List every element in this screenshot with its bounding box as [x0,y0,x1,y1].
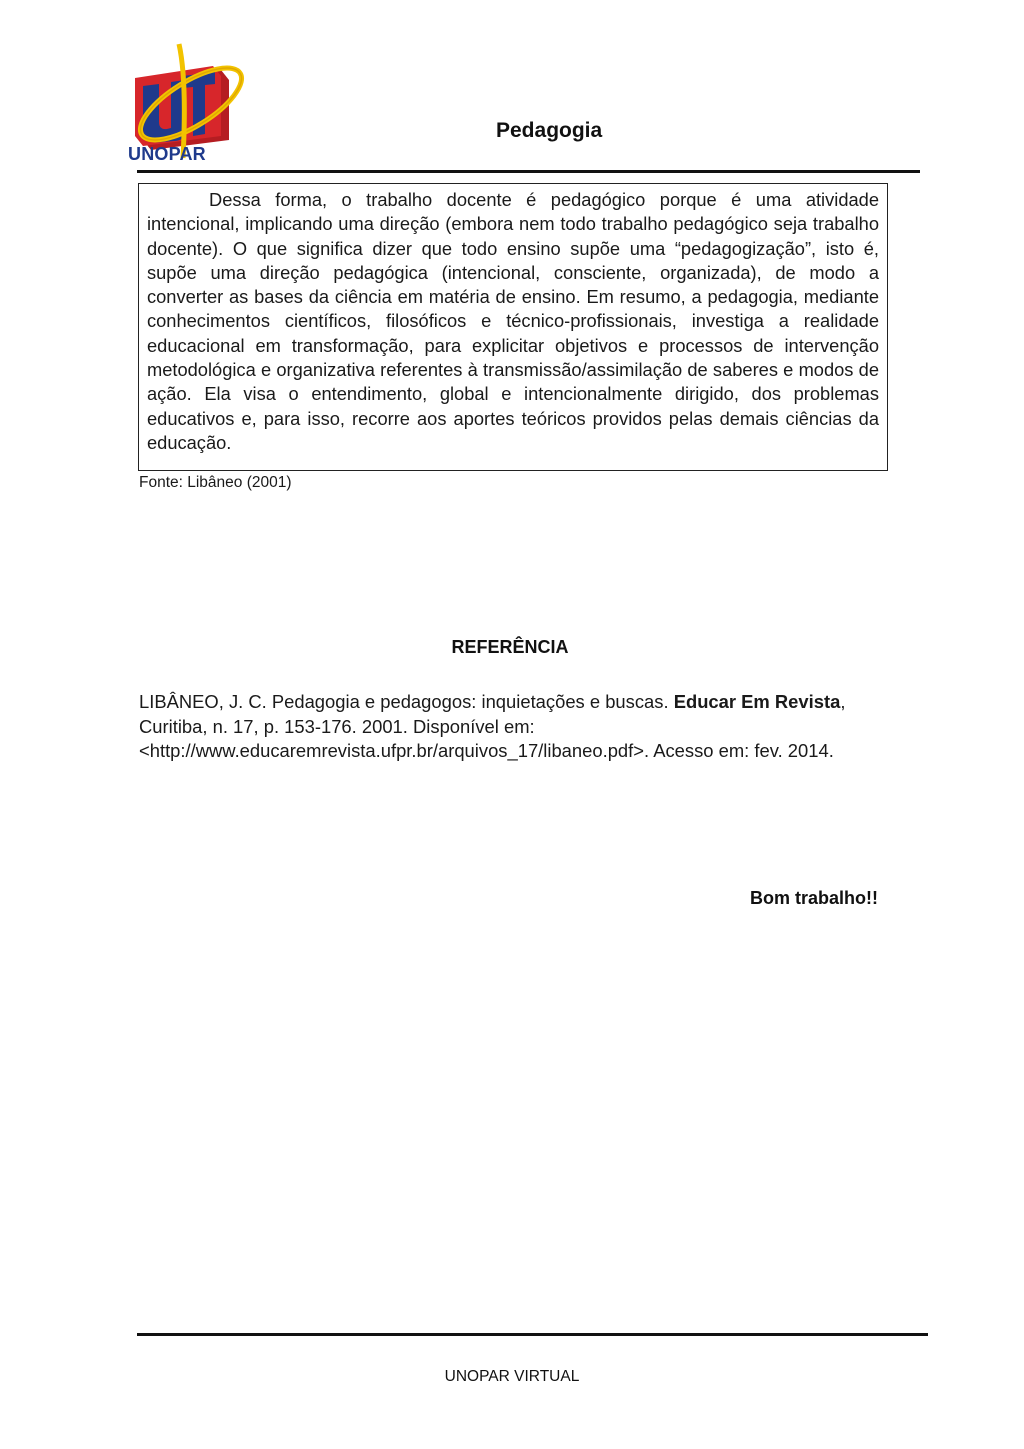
reference-heading-label: REFERÊNCIA [451,637,569,657]
header-divider [137,170,920,173]
quote-source: Fonte: Libâneo (2001) [139,474,292,491]
reference-entry [139,690,884,764]
footer-label: UNOPAR VIRTUAL [444,1368,580,1385]
footer-divider [137,1333,928,1336]
reference-journal: Educar Em Revista [673,691,841,712]
page-title: Pedagogia [496,119,603,142]
quote-box [138,183,888,471]
reference-authors-title: LIBÂNEO, J. C. Pedagogia e pedagogos: inquietações e buscas. [139,691,674,712]
quote-text: Dessa forma, o trabalho docente é pedagógico porque é uma atividade intencional, implicando uma direção (embora nem todo trabalho pedagógico seja trabalho docente). O que significa dizer que todo ensino supõe uma “pedagogização”, isto é, supõe uma direção pedagógica (intencional, consciente, organizada), de modo a converter as bases da ciência em matéria de ensino. Em resumo, a pedagogia, mediante conhecimentos científicos, filosóficos e técnico-profissionais, investiga a realidade educacional em transformação, para explicitar objetivos e processos de intervenção metodológica e organizativa referentes à transmissão/assimilação de saberes e modos de ação. Ela visa o entendimento, global e intencionalmente dirigido, dos problemas educativos e, para isso, recorre aos aportes teóricos providos pelas demais ciências da educação. [147,189,879,453]
reference-heading [0,637,1024,658]
closing-message: Bom trabalho!! [750,888,878,908]
reference-details: , Curitiba, n. 17, p. 153-176. 2001. Disponível em: <http://www.educaremrevista.ufpr.br/arquivos_17/libaneo.pdf>. Acesso em: fev. 2014. [139,691,846,761]
logo-wordmark: UNOPAR [128,144,206,164]
